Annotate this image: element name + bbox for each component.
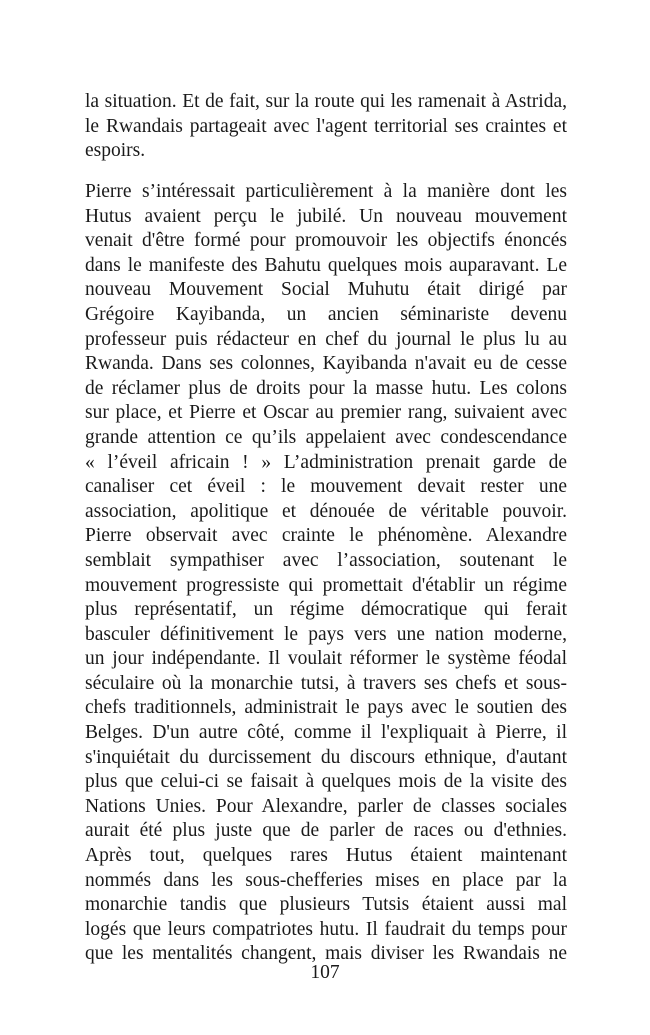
- text-line: Grégoire Kayibanda, un ancien séminariste devenu: [85, 303, 567, 325]
- text-line: sur place, et Pierre et Oscar au premier rang, suivaient avec: [85, 402, 567, 424]
- text-line: monarchie tandis que plusieurs Tutsis étaient aussi mal: [85, 894, 567, 916]
- text-line: aurait été plus juste que de parler de races ou d'ethnies.: [85, 820, 567, 842]
- text-line: Pierre s’intéressait particulièrement à la manière dont les: [85, 181, 567, 202]
- text-line: Belges. D'un autre côté, comme il l'expliquait à Pierre, il: [85, 722, 567, 744]
- text-line: basculer définitivement le pays vers une nation moderne,: [85, 623, 567, 645]
- text-line: espoirs.: [85, 140, 146, 162]
- text-line: plus que celui-ci se faisait à quelques mois de la visite des: [85, 771, 567, 793]
- text-line: Hutus avaient perçu le jubilé. Un nouveau mouvement: [85, 205, 567, 227]
- page-number: 107: [310, 962, 340, 983]
- text-line: s'inquiétait du durcissement du discours ethnique, d'autant: [85, 746, 567, 768]
- text-line: grande attention ce qu’ils appelaient avec condescendance: [85, 426, 567, 448]
- text-line: la situation. Et de fait, sur la route qui les ramenait à Astrida,: [85, 91, 567, 112]
- text-line: le Rwandais partageait avec l'agent territorial ses craintes et: [85, 115, 567, 137]
- text-line: Pierre observait avec crainte le phénomène. Alexandre: [85, 525, 567, 547]
- text-line: association, apolitique et dénouée de véritable pouvoir.: [85, 500, 567, 522]
- text-line: séculaire où la monarchie tutsi, à travers ses chefs et sous-: [85, 672, 567, 694]
- text-line: dans le manifeste des Bahutu quelques mois auparavant. Le: [85, 254, 567, 276]
- text-line: plus représentatif, un régime démocratique qui ferait: [85, 599, 567, 621]
- text-line: de réclamer plus de droits pour la masse hutu. Les colons: [85, 377, 567, 399]
- text-line: chefs traditionnels, administrait le pays avec le soutien des: [85, 697, 567, 719]
- text-line: venait d'être formé pour promouvoir les objectifs énoncés: [85, 230, 567, 252]
- text-line: canaliser cet éveil : le mouvement devait rester une: [85, 476, 567, 498]
- paragraph-1: [85, 90, 567, 164]
- text-line: Après tout, quelques rares Hutus étaient maintenant: [85, 845, 567, 867]
- text-line: Rwanda. Dans ses colonnes, Kayibanda n'avait eu de cesse: [85, 353, 567, 375]
- text-line: professeur puis rédacteur en chef du journal le plus lu au: [85, 328, 567, 350]
- text-line: Nations Unies. Pour Alexandre, parler de classes sociales: [85, 795, 567, 817]
- text-line: que les mentalités changent, mais diviser les Rwandais ne: [85, 943, 567, 965]
- text-line: « l’éveil africain ! » L’administration prenait garde de: [85, 451, 567, 473]
- text-line: semblait sympathiser avec l’association, soutenant le: [85, 549, 567, 571]
- paragraph-2: [85, 180, 567, 967]
- text-line: nommés dans les sous-chefferies mises en place par la: [85, 869, 567, 891]
- text-line: nouveau Mouvement Social Muhutu était dirigé par: [85, 279, 567, 301]
- text-line: mouvement progressiste qui promettait d'établir un régime: [85, 574, 567, 596]
- text-line: logés que leurs compatriotes hutu. Il faudrait du temps pour: [85, 918, 567, 940]
- text-line: un jour indépendante. Il voulait réformer le système féodal: [85, 648, 567, 670]
